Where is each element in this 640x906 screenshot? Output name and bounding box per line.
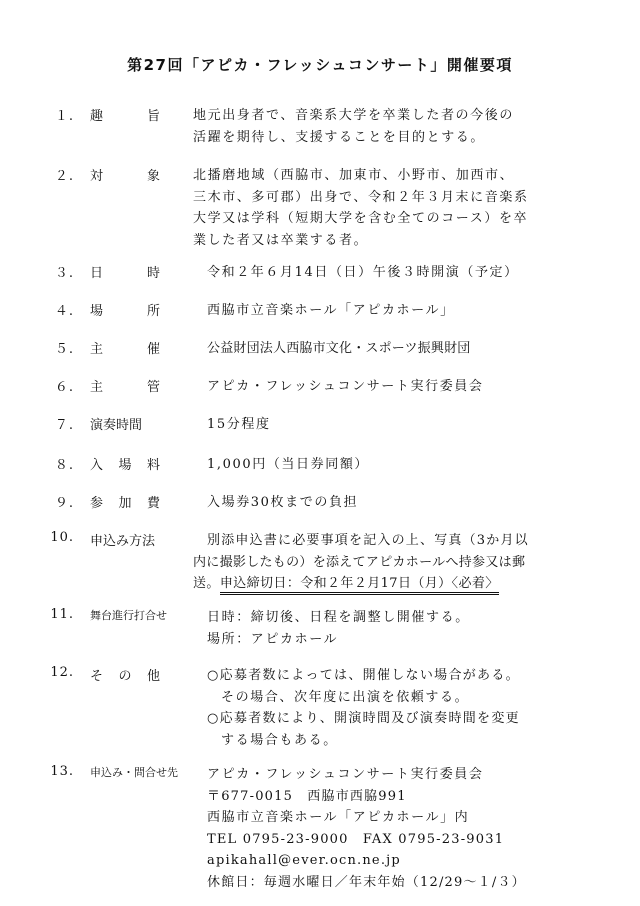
item-number: ６.	[54, 380, 74, 395]
item-label: そ の 他	[90, 669, 160, 684]
item-label: 趣 旨	[90, 109, 160, 124]
item-content: 西脇市立音楽ホール「アピカホール」	[207, 303, 455, 318]
item-content: ○応募者数によっては、開催しない場合がある。 その場合、次年度に出演を依頼する。 ○応募者数により、開演時間及び演奏時間を変更 する場合もある。	[207, 668, 520, 748]
item-label: 場 所	[90, 304, 160, 319]
contact-phone-fax: TEL 0795-23-9000 FAX 0795-23-9031	[207, 831, 505, 847]
item-label: 日 時	[90, 266, 160, 281]
item-number: ３.	[54, 266, 74, 281]
item-number: 12.	[50, 665, 74, 680]
item-label: 参 加 費	[90, 496, 160, 511]
contact-organization: アピカ・フレッシュコンサート実行委員会	[207, 767, 484, 782]
item-label: 演奏時間	[90, 418, 143, 433]
item-number: 13.	[50, 764, 74, 779]
item-content: 公益財団法人西脇市文化・スポーツ振興財団	[207, 341, 471, 356]
deadline-notice: 申込締切日：令和２年２月17日（月）〈必着〉	[220, 576, 499, 595]
item-label: 申込み・問合せ先	[90, 766, 178, 779]
item-number: ２.	[54, 169, 74, 184]
item-content: アピカ・フレッシュコンサート実行委員会	[207, 379, 484, 394]
item-label: 主 管	[90, 380, 160, 395]
contact-building: 西脇市立音楽ホール「アピカホール」内	[207, 810, 470, 825]
item-label: 対 象	[90, 169, 160, 184]
item-content	[207, 764, 607, 893]
item-content: 入場券30枚までの負担	[207, 495, 359, 510]
item-number: 11.	[50, 607, 74, 622]
plain-text: 送。	[193, 576, 220, 591]
item-number: ９.	[54, 496, 74, 511]
item-number: ８.	[54, 458, 74, 473]
item-content: 地元出身者で、音楽系大学を卒業した者の今後の 活躍を期待し、支援することを目的とする。	[193, 108, 514, 145]
document-title: 第27回「アピカ・フレッシュコンサート」開催要項	[127, 56, 513, 74]
contact-email[interactable]: apikahall@ever.ocn.ne.jp	[207, 853, 401, 868]
item-content: 1,000円（当日券同額）	[207, 457, 370, 472]
item-label: 主 催	[90, 342, 160, 357]
item-number: ５.	[54, 342, 74, 357]
item-label: 舞台進行打合せ	[90, 609, 167, 622]
item-number: １.	[54, 109, 74, 124]
closed-days: 休館日：毎週水曜日／年末年始（12/29～１/３）	[207, 874, 526, 890]
item-number: ７.	[54, 418, 74, 433]
item-content: 日時：締切後、日程を調整し開催する。 場所：アピカホール	[207, 610, 470, 647]
item-label: 申込み方法	[90, 534, 156, 549]
item-content: 北播磨地域（西脇市、加東市、小野市、加西市、 三木市、多可郡）出身で、令和２年３月末に音楽系 大学又は学科（短期大学を含む全てのコース）を卒 業した者又は卒業する者。	[193, 168, 529, 248]
item-content: 別添申込書に必要事項を記入の上、写真（3か月以 内に撮影したもの）を添えてアピカホールへ持参又は郵 送。申込締切日：令和２年２月17日（月）〈必着〉	[207, 530, 607, 595]
item-number: 10.	[50, 530, 74, 545]
item-content: 令和２年６月14日（日）午後３時開演（予定）	[207, 265, 519, 280]
contact-address: 〒677-0015 西脇市西脇991	[207, 788, 407, 804]
item-content: 15分程度	[207, 417, 271, 432]
item-number: ４.	[54, 304, 74, 319]
item-label: 入 場 料	[90, 458, 160, 473]
